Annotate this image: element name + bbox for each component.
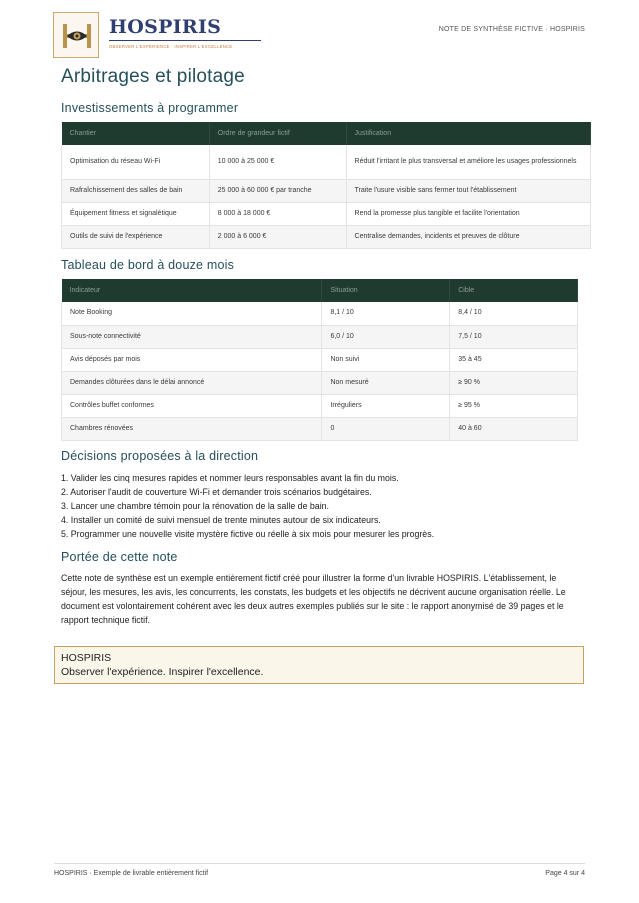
table-row [62, 348, 578, 371]
brand-name: HOSPIRIS [109, 16, 222, 38]
table-cell: Avis déposés par mois [62, 348, 322, 371]
callout-brand: HOSPIRIS [61, 652, 112, 664]
table-cell: Non suivi [322, 348, 450, 371]
list-item: 5. Programmer une nouvelle visite mystère fictive ou réelle à six mois pour mesurer les progrès. [61, 529, 435, 539]
table-cell: 2 000 à 6 000 € [209, 225, 346, 248]
table-row [62, 371, 578, 394]
table-row [62, 225, 591, 248]
table-cell: Chambres rénovées [62, 417, 322, 440]
footer-note: HOSPIRIS · Exemple de livrable entièrement fictif [54, 870, 209, 877]
document-label: NOTE DE SYNTHÈSE FICTIVE · HOSPIRIS [438, 26, 585, 33]
brand-callout [54, 646, 584, 684]
eye-emblem-icon [54, 13, 100, 59]
table-cell: 7,5 / 10 [450, 325, 578, 348]
table-cell: Traite l'usure visible sans fermer tout l'établissement [346, 179, 590, 202]
table-cell: Outils de suivi de l'expérience [62, 225, 210, 248]
table-cell: Rend la promesse plus tangible et facilite l'orientation [346, 202, 590, 225]
table-cell: 25 000 à 60 000 € par tranche [209, 179, 346, 202]
table-cell: Centralise demandes, incidents et preuves de clôture [346, 225, 590, 248]
page-header [53, 12, 585, 60]
table-cell: Rafraîchissement des salles de bain [62, 179, 210, 202]
table-cell: 10 000 à 25 000 € [209, 145, 346, 179]
table-cell: Sous-note connectivité [62, 325, 322, 348]
column-header: Indicateur [62, 279, 322, 302]
table-cell: 8 000 à 18 000 € [209, 202, 346, 225]
brand-tagline: OBSERVER L'EXPÉRIENCE · INSPIRER L'EXCELLENCE [109, 44, 233, 49]
table-cell: 8,1 / 10 [322, 302, 450, 325]
scope-paragraph: Cette note de synthèse est un exemple entièrement fictif créé pour illustrer la forme d'un livrable HOSPIRIS. L'établissement, le séjour, les mesures, les avis, les concurrents, les constats, les budgets et les objectifs ne décrivent aucune organisation réelle. Le document est volontairement cohérent avec les deux autres exemples publiés sur le site : le rapport anonymisé de 39 pages et le rapport technique fictif. [61, 573, 566, 625]
table-cell: Équipement fitness et signalétique [62, 202, 210, 225]
scope-title: Portée de cette note [61, 550, 178, 564]
table-cell: 0 [322, 417, 450, 440]
table-row [62, 394, 578, 417]
column-header: Justification [346, 122, 590, 145]
investments-title: Investissements à programmer [61, 101, 239, 115]
investments-table [61, 122, 591, 249]
table-row [62, 302, 578, 325]
page-title: Arbitrages et pilotage [61, 66, 245, 87]
table-cell: Optimisation du réseau Wi-Fi [62, 145, 210, 179]
table-cell: Demandes clôturées dans le délai annoncé [62, 371, 322, 394]
list-item: 3. Lancer une chambre témoin pour la rénovation de la salle de bain. [61, 501, 329, 511]
decisions-title: Décisions proposées à la direction [61, 449, 259, 463]
table-row [62, 179, 591, 202]
table-cell: Irréguliers [322, 394, 450, 417]
column-header: Cible [450, 279, 578, 302]
table-cell: 35 à 45 [450, 348, 578, 371]
table-cell: Réduit l'irritant le plus transversal et améliore les usages professionnels [346, 145, 590, 179]
decisions-list [61, 471, 434, 541]
table-cell: Contrôles buffet conformes [62, 394, 322, 417]
table-cell: Note Booking [62, 302, 322, 325]
table-header-row [62, 122, 591, 145]
table-cell: 40 à 60 [450, 417, 578, 440]
table-row [62, 145, 591, 179]
footer-divider [54, 863, 585, 864]
table-row [62, 202, 591, 225]
table-header-row [62, 279, 578, 302]
table-cell: 8,4 / 10 [450, 302, 578, 325]
dashboard-table [61, 279, 578, 441]
logo [53, 12, 99, 58]
table-cell: ≥ 95 % [450, 394, 578, 417]
callout-tagline: Observer l'expérience. Inspirer l'excellence. [61, 666, 264, 678]
brand-rule [109, 40, 261, 41]
column-header: Ordre de grandeur fictif [209, 122, 346, 145]
list-item: 2. Autoriser l'audit de couverture Wi-Fi et demander trois scénarios budgétaires. [61, 487, 372, 497]
table-cell: Non mesuré [322, 371, 450, 394]
column-header: Chantier [62, 122, 210, 145]
page-number: Page 4 sur 4 [545, 870, 585, 877]
list-item: 1. Valider les cinq mesures rapides et nommer leurs responsables avant la fin du mois. [61, 473, 399, 483]
table-cell: ≥ 90 % [450, 371, 578, 394]
table-row [62, 325, 578, 348]
dashboard-title: Tableau de bord à douze mois [61, 258, 235, 272]
column-header: Situation [322, 279, 450, 302]
table-cell: 6,0 / 10 [322, 325, 450, 348]
table-row [62, 417, 578, 440]
list-item: 4. Installer un comité de suivi mensuel de trente minutes autour de six indicateurs. [61, 515, 381, 525]
